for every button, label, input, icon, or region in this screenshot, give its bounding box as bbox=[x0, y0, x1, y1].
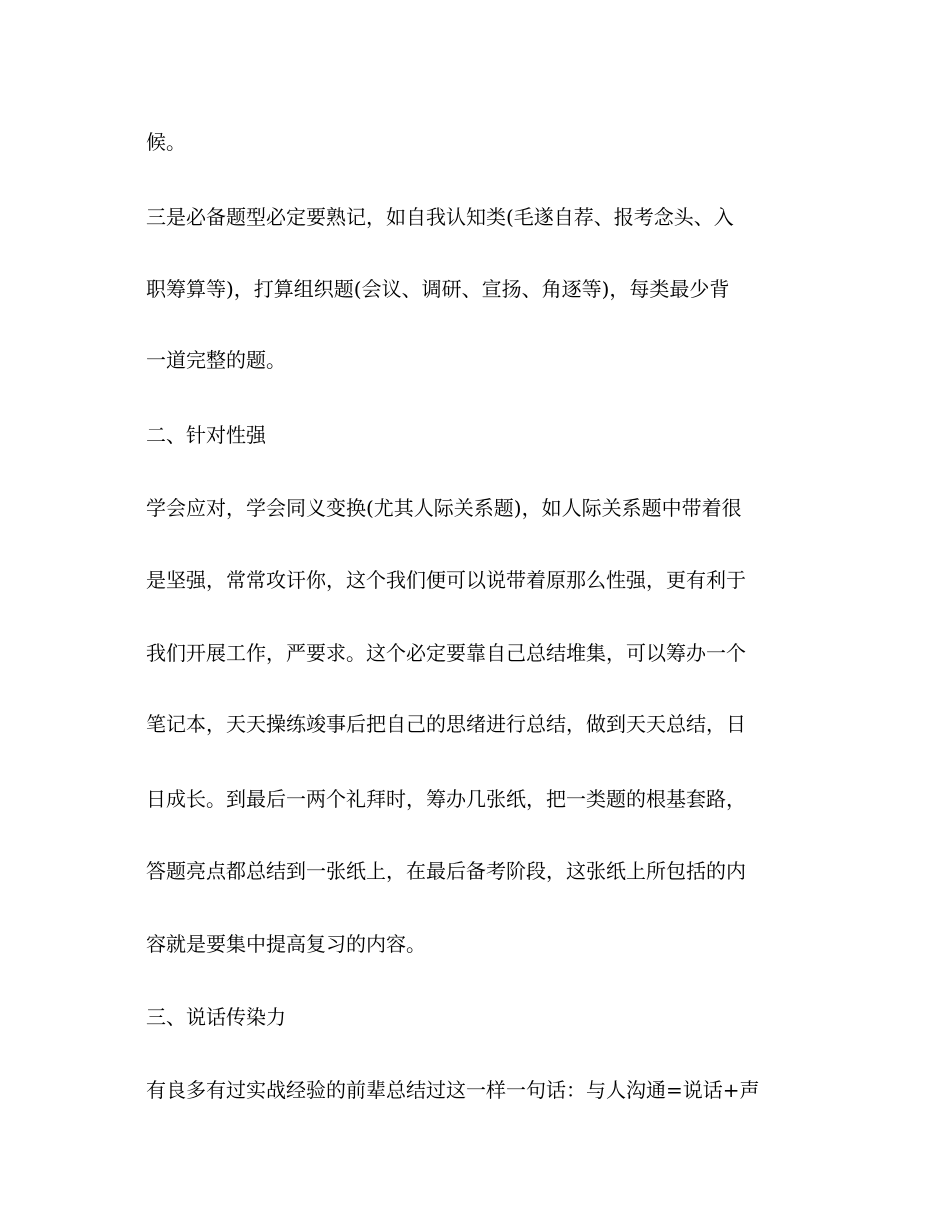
text-line: 是坚强，常常攻讦你，这个我们便可以说带着原那么性强，更有利于 bbox=[146, 568, 746, 592]
text-line: 容就是要集中提高复习的内容。 bbox=[146, 932, 426, 956]
text-line: 我们开展工作，严要求。这个必定要靠自己总结堆集，可以筹办一个 bbox=[146, 641, 746, 665]
text-line: 学会应对，学会同义变换(尤其人际关系题)，如人际关系题中带着很 bbox=[146, 496, 742, 520]
text-line: 有良多有过实战经验的前辈总结过这一样一句话：与人沟通=说话+声 bbox=[146, 1078, 760, 1102]
text-line: 笔记本，天天操练竣事后把自己的思绪进行总结，做到天天总结，日 bbox=[146, 712, 746, 736]
section-heading: 三、说话传染力 bbox=[146, 1005, 286, 1029]
section-heading: 二、针对性强 bbox=[146, 423, 266, 447]
text-line: 职筹算等)，打算组织题(会议、调研、宣扬、角逐等)，每类最少背 bbox=[146, 277, 730, 301]
text-line: 候。 bbox=[146, 130, 186, 154]
text-line: 日成长。到最后一两个礼拜时，筹办几张纸，把一类题的根基套路， bbox=[146, 787, 746, 811]
text-line: 一道完整的题。 bbox=[146, 348, 286, 372]
text-line: 三是必备题型必定要熟记，如自我认知类(毛遂自荐、报考念头、入 bbox=[146, 205, 734, 229]
text-line: 答题亮点都总结到一张纸上，在最后备考阶段，这张纸上所包括的内 bbox=[146, 859, 746, 883]
